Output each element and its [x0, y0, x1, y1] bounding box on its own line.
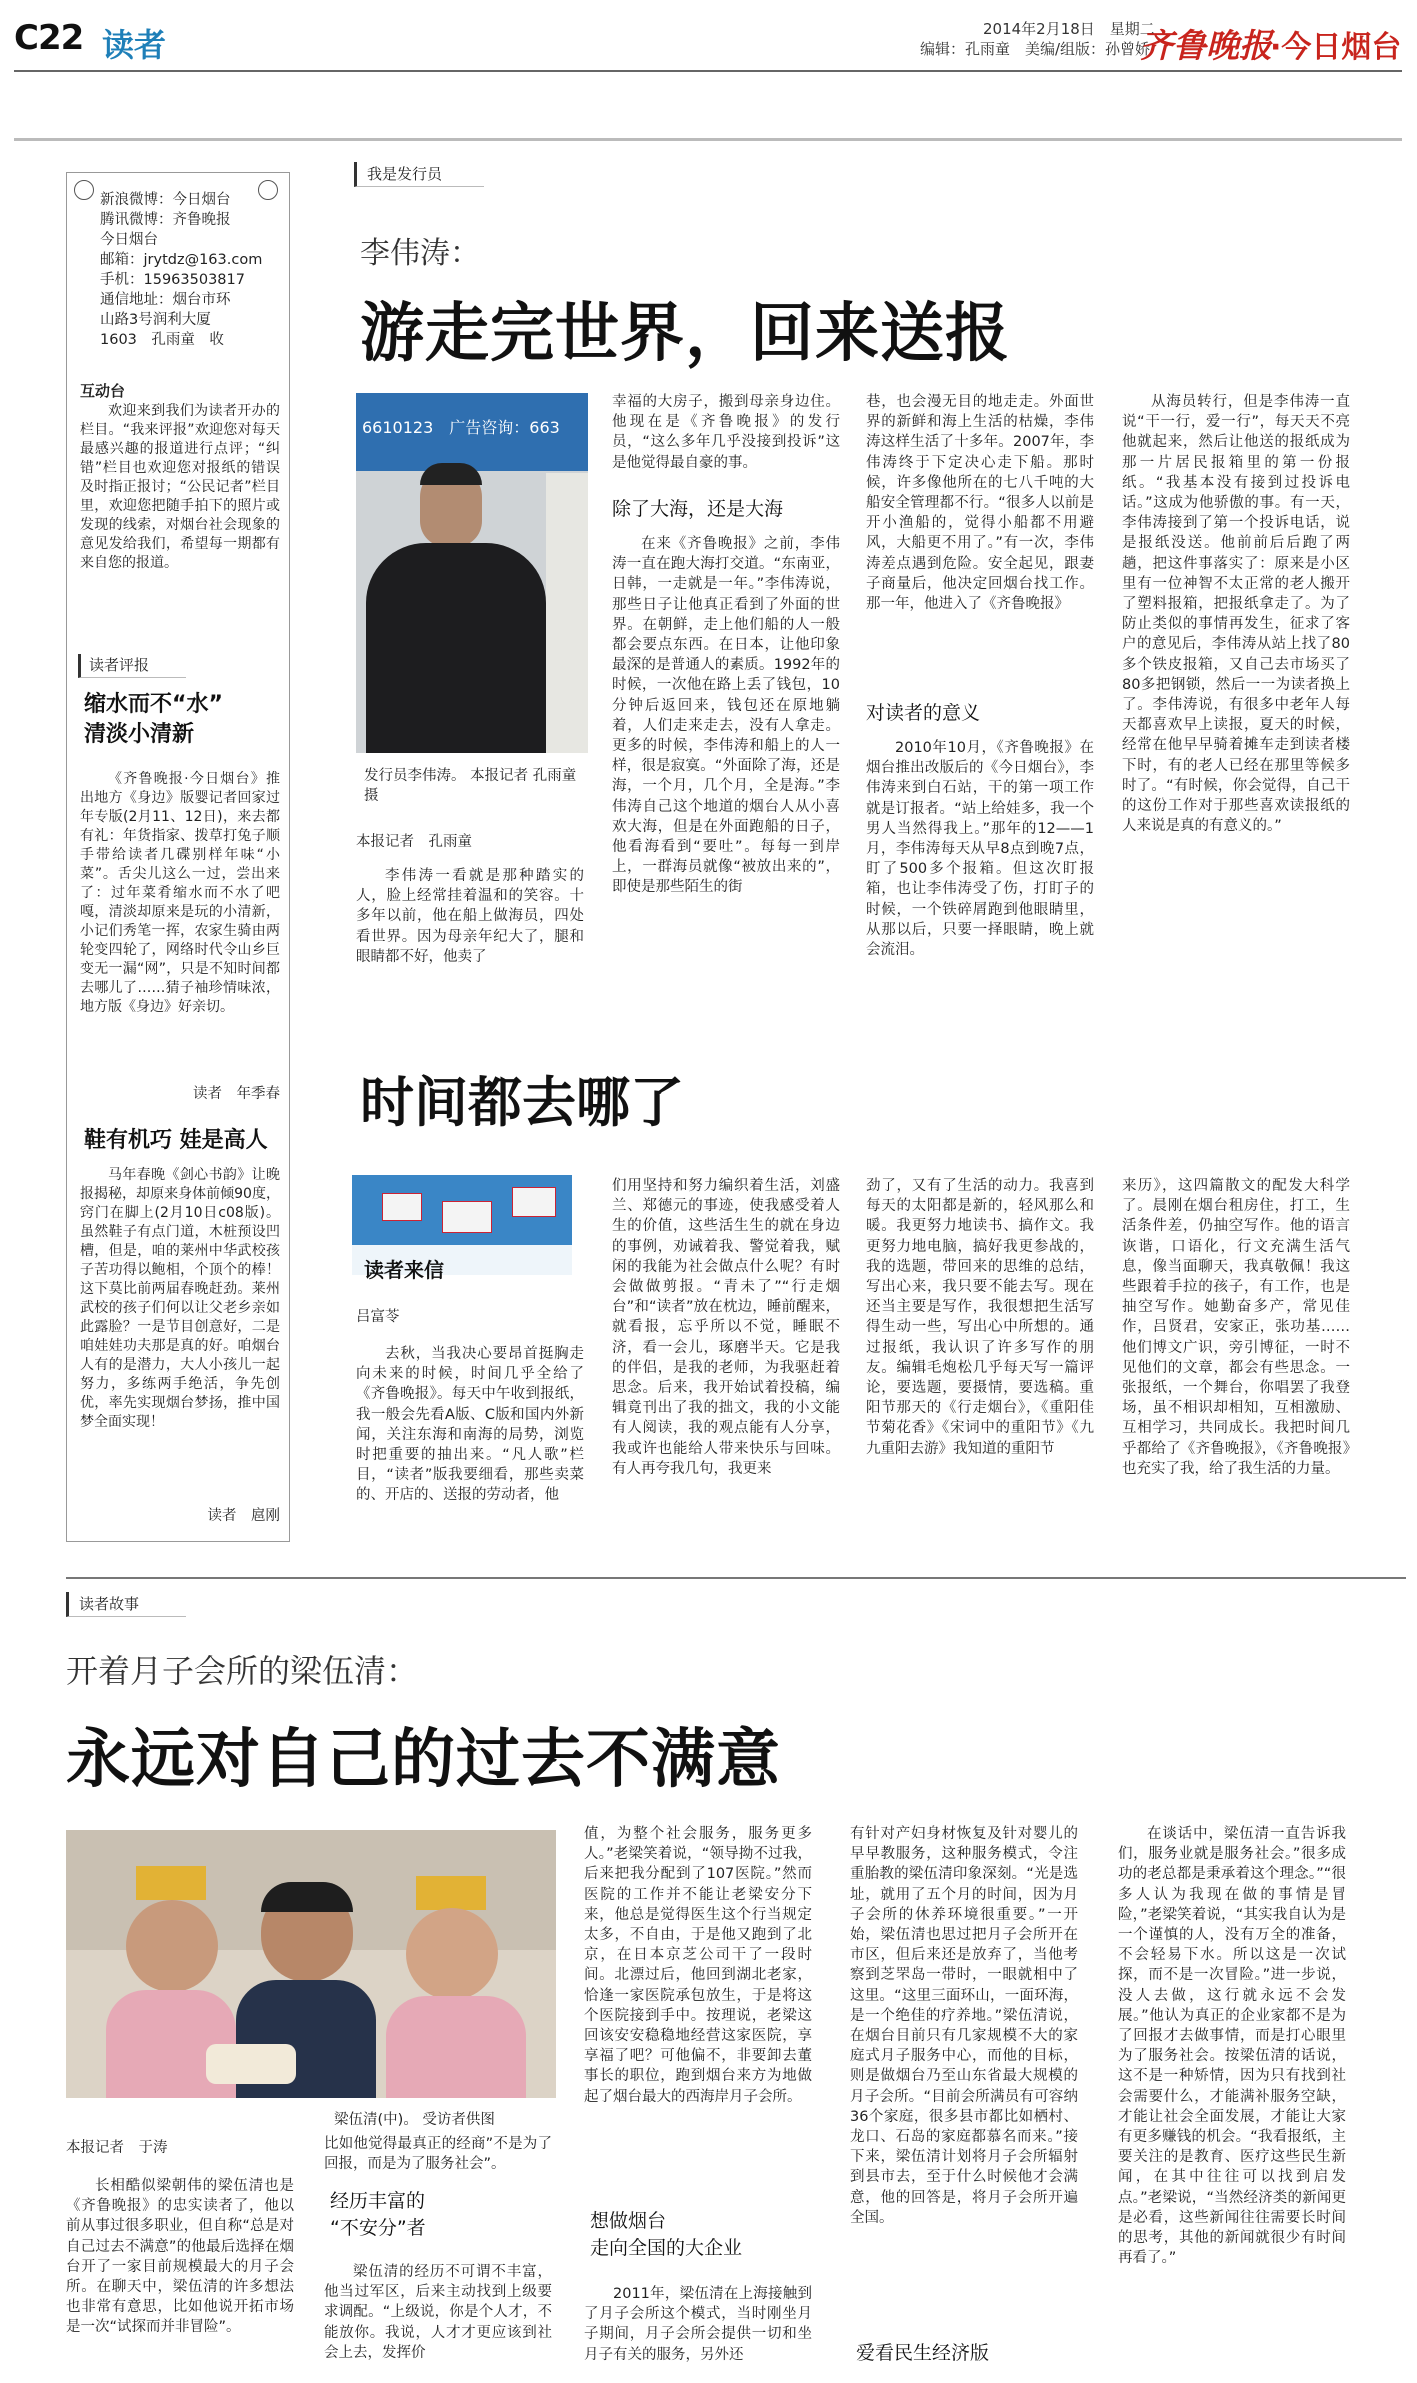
page-number: C22: [14, 18, 84, 58]
article3-subhead1: [330, 2186, 426, 2240]
envelope-icon: [442, 1201, 492, 1233]
article1-byline: 本报记者 孔雨童: [356, 834, 472, 850]
review2-title: 鞋有机巧 娃是高人: [84, 1128, 268, 1153]
article1-col4-body: 从海员转行，但是李伟涛一直说“干一行，爱一行”，每天天不亮他就起来，然后让他送的报纸成为那一片居民报箱里的第一份报纸。“我基本没有接到过投诉电话。”这成为他骄傲的事。有一天，李伟涛接到了第一个投诉电话，说是报纸没送。他前前后后跑了两趟，把这件事落实了：原来是小区里有一位神智不太正常的老人搬开了塑料报箱，把报纸拿走了。为了防止类似的事情再发生，征求了客户的意见后，李伟涛从站上找了80多个铁皮报箱，又自己去市场买了80多把钢锁，然后一一为读者换上了。李伟涛说，有很多中老年人每天都喜欢早上读报，夏天的时候，经常在他早早骑着摊车走到读者楼下时，有的老人已经在那里等候多时了。“有时候，你会觉得，自己干的这份工作对于那些喜欢读报纸的人来说是真的有意义的。”: [1122, 394, 1350, 835]
article1-title: 游走完世界，回来送报: [360, 297, 1010, 371]
article1-lead: 李伟涛一看就是那种踏实的人，脸上经常挂着温和的笑容。十多年以前，他在船上做海员，四处看世界。因为母亲年纪大了，腿和眼睛都不好，他卖了: [356, 868, 584, 965]
masthead-sub: ·今日烟台: [1270, 30, 1402, 65]
person-outfit: [386, 1996, 526, 2098]
contact-line: 腾讯微博：齐鲁晚报: [100, 212, 231, 228]
editors-line: 编辑：孔雨童 美编/组版：孙曾娇: [920, 40, 1151, 58]
person-hair: [261, 1882, 353, 1912]
person-face: [126, 1900, 218, 1992]
article3-col3-top: 值，为整个社会服务，服务更多人。”老梁笑着说，“领导拗不过我，后来把我分配到了107医院。”然而医院的工作并不能让老梁安分下来，他总是觉得医生这个行当规定太多，不自由，于是他又跑到了北京，在日本京芝公司干了一段时间。北漂过后，他回到湖北老家，恰逢一家医院承包放生，于是将这个医院接到手中。按理说，老梁这回该安安稳稳地经营这家医院，享享福了吧？可他偏不，非要卸去董事长的职位，跑到烟台来方为地做起了烟台最大的西海岸月子会所。: [584, 1826, 812, 2105]
article1-col2-top: 幸福的大房子，搬到母亲身边住。他现在是《齐鲁晚报》的发行员，“这么多年几乎没接到投诉”这是他觉得最自豪的事。: [612, 394, 840, 471]
section-name: 读者: [102, 26, 167, 64]
header-rule: [14, 70, 1402, 72]
header-rule-secondary: [14, 138, 1402, 141]
article1-intro: 李伟涛：: [360, 236, 480, 271]
contact-line: 通信地址：烟台市环: [100, 292, 231, 308]
article3-col3-bottom: 2011年，梁伍清在上海接触到了月子会所这个模式，当时刚坐月子期间，月子会所会提供一切和坐月子有关的服务，另外还: [584, 2286, 812, 2363]
article3-caption: 梁伍清(中)。 受访者供图: [334, 2112, 495, 2128]
photo-background-wall: [546, 473, 588, 753]
contact-line: 山路3号润利大厦: [100, 312, 211, 328]
subhead-line: 经历丰富的: [330, 2190, 426, 2212]
subhead-line: 走向全国的大企业: [590, 2237, 743, 2259]
article3-intro: 开着月子会所的梁伍清：: [66, 1652, 419, 1690]
article3-col2-top: 比如他觉得最真正的经商”不是为了回报，而是为了服务社会”。: [324, 2136, 552, 2173]
subhead-line: 想做烟台: [590, 2210, 667, 2232]
masthead-brand: 齐鲁晚报: [1140, 26, 1272, 65]
interact-text: 欢迎来到我们为读者开办的栏目。“我来评报”欢迎您对每天最感兴趣的报道进行点评；“纠错”栏目也欢迎您对报纸的错误及时指正报讨；“公民记者”栏目里，欢迎您把随手拍下的照片或发现的线索，对烟台社会现象的意见发给我们，希望每一期都有来自您的报道。: [80, 403, 280, 571]
article1-col3-body: 2010年10月，《齐鲁晚报》在烟台推出改版后的《今日烟台》，李伟涛来到白石站，干的第一项工作就是订报者。“站上给娃多，我一个男人当然得我上。”那年的12——1月，李伟涛每天从早8点到晚7点，盯了500多个报箱。但这次盯报箱，也让李伟涛受了伤，打盯子的时候，一个铁碎屑跑到他眼睛里，从那以后，只要一择眼睛，晚上就会流泪。: [866, 740, 1094, 959]
review2-sign: 读者 扈刚: [207, 1508, 280, 1524]
article1-photo: [356, 393, 588, 753]
person-hair: [420, 463, 482, 485]
article3-lead: 长相酷似梁朝伟的梁伍清也是《齐鲁晚报》的忠实读者了，他以前从事过很多职业，但自称“总是对自己过去不满意”的他最后选择在烟台开了一家目前规模最大的月子会所。在聊天中，梁伍清的许多想法也非常有意思，比如他说开拓市场是一次“试探而并非冒险”。: [66, 2178, 294, 2336]
article1-tag: 我是发行员: [354, 162, 484, 187]
article3-col2-body: 梁伍清的经历不可谓不丰富，他当过军区，后来主动找到上级要求调配。“上级说，你是个人才，不能放你。我说，人才才更应该到社会上去，发挥价: [324, 2264, 552, 2361]
article3-tag: 读者故事: [66, 1592, 186, 1617]
review-label: 读者评报: [78, 654, 186, 678]
review1-text: 《齐鲁晚报·今日烟台》推出地方《身边》版婴记者回家过年专版(2月11、12日)，来去都有礼：年货指家、拨草打兔子顺手带给读者几碟别样年味“小菜”。舌尖儿这么一过，尝出来了：过年菜肴缩水而不水了吧嘎，清淡却原来是玩的小清新，小记们秀笔一挥，农家生骑由两轮变四轮了，网络时代令山乡巨变无一漏“网”，只是不知时间都去哪儿了……猜子袖珍情味浓，地方版《身边》好亲切。: [80, 771, 280, 1015]
article3-subhead3: 爱看民生经济版: [856, 2342, 990, 2364]
envelope-icon: [382, 1193, 422, 1221]
article1-subhead1: 除了大海，还是大海: [612, 498, 784, 520]
article2-label: 读者来信: [364, 1258, 444, 1282]
review1-title: [84, 690, 223, 750]
contact-line: 邮箱：jrytdz@163.com: [100, 252, 263, 268]
article3-col4-top: 有针对产妇身材恢复及针对婴儿的早早教服务，这种服务模式，令注重胎教的梁伍清印象深刻。“光是选址，就用了五个月的时间，因为月子会所的休养环境很重要。”一开始，梁伍清也思过把月子会所开在市区，但后来还是放弃了，当他考察到芝罘岛一带时，一眼就相中了这里。“这里三面环山，一面环海，是一个绝佳的疗养地。”梁伍清说，在烟台目前只有几家规模不大的家庭式月子服务中心，而他的目标，则是做烟台乃至山东省最大规模的月子会所。“目前会所满员有可容纳36个家庭，很多县市都比如栖村、龙口、石岛的家庭都慕名而来。”接下来，梁伍清计划将月子会所辐射到县市去，至于什么时候他才会满意，他的回答是，将月子会所开遍全国。: [850, 1826, 1078, 2226]
article3-subhead2: [590, 2206, 742, 2260]
article2-col4: 来历》，这四篇散文的配发大科学了。晨刚在烟台租房住，打工，生活条件差，仍抽空写作。他的语言诙谐，口语化，行文充满生活气息，像当面聊天，我真敬佩！我这些跟着手拉的孩子，有工作，也是抽空写作。她勤奋多产，常见佳作，吕贤君，安家正，张功基……他们博文广识，旁引博征，一时不见他们的文章，都会有些思念。一张报纸，一个舞台，你唱罢了我登场，虽不相识却相知，互相激励、互相学习，共同成长。我把时间几乎都给了《齐鲁晚报》，《齐鲁晚报》也充实了我，给了我生活的力量。: [1122, 1178, 1350, 1477]
article2-col3: 劲了，又有了生活的动力。我喜到每天的太阳都是新的，轻风那么和暖。我更努力地读书、搞作文。我更努力地电脑，搞好我更参战的，我的选题，带回来的思维的总结，写出心来，我只要不能去写。现在还当主要是写作，我很想把生活写得生动一些，写出心中所想的。通过报纸，我认识了许多写作的朋友。编辑毛炮松几乎每天写一篇评论，要选题，要摄情，要选稿。重阳节那天的《行走烟台》，《重阳佳节菊花香》《宋词中的重阳节》《九九重阳去游》我知道的重阳节: [866, 1178, 1094, 1457]
contact-line: 新浪微博：今日烟台: [100, 192, 231, 208]
corner-circle-icon: [74, 180, 94, 200]
article1-caption: 发行员李伟涛。 本报记者 孔雨童 摄: [364, 768, 591, 804]
contact-info: [100, 190, 275, 350]
photo-sign-text: 6610123 广告咨询：663: [362, 418, 560, 437]
review1-title-line: 缩水而不“水”: [84, 692, 223, 717]
article3-photo: [66, 1830, 556, 2098]
article3-col5: 在谈话中，梁伍清一直告诉我们，服务业就是服务社会。”很多成功的老总都是秉承着这个理念。”“很多人认为我现在做的事情是冒险，”老梁笑着说，“其实我自认为是一个谨慎的人，没有万全的准备，不会轻易下水。所以这是一次试探，而不是一次冒险。”进一步说，没人去做，这行就永远不会发展。”他认为真正的企业家都不是为了回报才去做事情，而是打心眼里为了服务社会。按梁伍清的话说，这不是一种矫情，因为只有找到社会需要什么，才能满补服务空缺，才能让社会全面发展，才能让大家有更多赚钱的机会。“我看报纸，主要关注的是教育、医疗这些民生新闻，在其中往往可以找到启发点。”老梁说，“当然经济类的新闻更是必看，这些新闻往往需要长时间的思考，其他的新闻就很少有时间再看了。”: [1118, 1826, 1346, 2267]
article2-col1: 去秋，当我决心要昂首挺胸走向未来的时候，时间几乎全给了《齐鲁晚报》。每天中午收到报纸，我一般会先看A版、C版和国内外新闻，关注东海和南海的局势，浏览时把重要的抽出来。“凡人歌”栏目，“读者”版我要细看，那些卖菜的、开店的、送报的劳动者，他: [356, 1346, 584, 1504]
contact-line: 手机：15963503817: [100, 272, 245, 288]
article1-subhead2: 对读者的意义: [866, 702, 981, 724]
crown-icon: [136, 1866, 206, 1900]
article3-title: 永远对自己的过去不满意: [66, 1723, 781, 1797]
envelope-icon: [512, 1187, 556, 1217]
review2-text: 马年春晚《剑心书韵》让晚报揭秘，却原来身体前倾90度，窍门在脚上(2月10日c08版)。虽然鞋子有点门道，木桩预设凹槽，但是，咱的莱州中华武校孩子苦功得以鲍相，个顶个的棒！这下莫比前两届春晚赶劲。莱州武校的孩子们何以让父老乡亲如此露脸？一是节目创意好，二是咱娃娃功夫那是真的好。咱烟台人有的是潜力，大人小孩儿一起努力，多练两手绝活，争先创优，率先实现烟台梦扬，推中国梦全面实现！: [80, 1167, 280, 1430]
subhead-line: “不安分”者: [330, 2217, 426, 2239]
interact-title: 互动台: [80, 382, 126, 400]
date-line: 2014年2月18日 星期二: [983, 20, 1155, 38]
article2-byline: 吕富苓: [356, 1309, 400, 1325]
crown-icon: [416, 1876, 486, 1910]
article1-col3-top: 巷，也会漫无目的地走走。外面世界的新鲜和海上生活的枯燥，李伟涛这样生活了十多年。2007年，李伟涛终于下定决心走下船。那时候，许多像他所在的七八千吨的大船安全管理都不行。“很多人以前是开小渔船的，觉得小船都不用避风，大船更不用了。”有一次，李伟涛差点遇到危险。安全起见，跟妻子商量后，他决定回烟台找工作。那一年，他进入了《齐鲁晚报》: [866, 394, 1094, 613]
cake-icon: [206, 2044, 296, 2084]
person-jacket: [366, 543, 546, 753]
person-face: [406, 1908, 498, 2000]
article2-title: 时间都去哪了: [360, 1071, 684, 1134]
article2-col2: 们用坚持和努力编织着生活，刘盛兰、郑德元的事迹，使我感受着人生的价值，这些活生生的就在身边的事例，劝诫着我、警觉着我，赋闲的我能为社会做点什么呢？有时会做做剪报。“青未了”“行走烟台”和“读者”放在枕边，睡前醒来，就看报，忘乎所以不觉，睡眠不济，看一会儿，琢磨半天。它是我的伴侣，是我的老师，为我驱赶着思念。后来，我开始试着投稿，编辑竟刊出了我的拙文，我的小文能有人阅读，我的观点能有人分享，我或许也能给人带来快乐与回味。有人再夸我几句，我更来: [612, 1178, 840, 1477]
contact-line: 今日烟台: [100, 232, 158, 248]
contact-line: 1603 孔雨童 收: [100, 332, 224, 348]
article3-byline: 本报记者 于涛: [66, 2140, 168, 2156]
review1-sign: 读者 年季春: [193, 1086, 280, 1102]
article1-col2-body: 在来《齐鲁晚报》之前，李伟涛一直在跑大海打交道。“东南亚，日韩，一走就是一年。”李伟涛说，那些日子让他真正看到了外面的世界。在朝鲜，走上他们船的人一般都会要点东西。在日本，让他印象最深的是普通人的素质。1992年的时候，一次他在路上丢了钱包，10分钟后返回来，钱包还在原地躺着，人们走来走去，没有人拿走。更多的时候，李伟涛和船上的人一样，很是寂寞。“外面除了海，还是海，一个月，几个月，全是海。”李伟涛自己这个地道的烟台人从小喜欢大海，但是在外面跑船的日子，他看海看到“要吐”。每每一到岸上，一群海员就像“被放出来的”，即使是那些陌生的街: [612, 536, 840, 896]
review1-title-line: 清淡小清新: [84, 722, 195, 747]
section-divider: [66, 1577, 1406, 1579]
